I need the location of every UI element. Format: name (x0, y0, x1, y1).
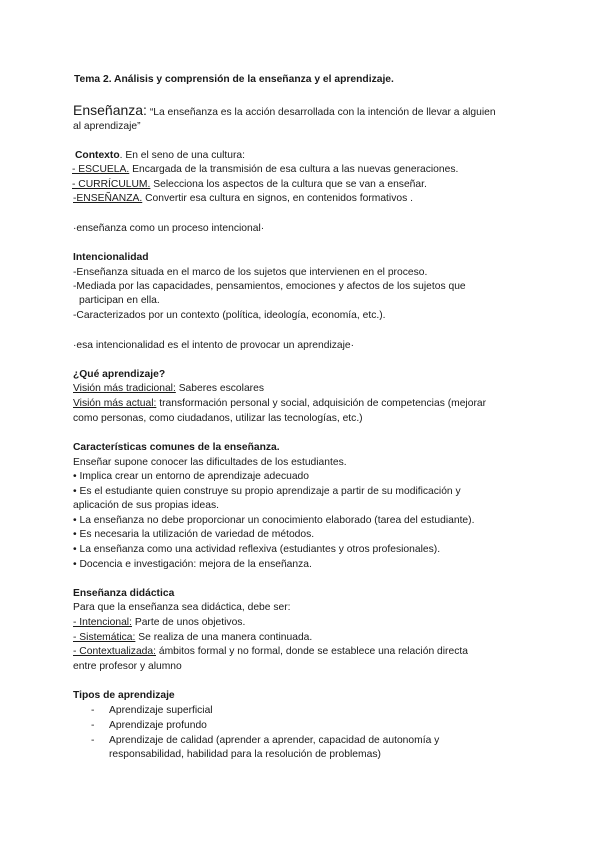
vision-actual-text: transformación personal y social, adquisición de competencias (mejorar (156, 398, 487, 409)
intencionalidad-heading: Intencionalidad (73, 252, 149, 263)
vision-actual-label: Visión más actual: (73, 398, 157, 409)
curriculum-label: - CURRÍCULUM. (72, 179, 151, 190)
tipos-item-line-2: responsabilidad, habilidad para la resolución de problemas) (109, 749, 381, 760)
list-dash: - (91, 705, 95, 716)
caracteristicas-item: • La enseñanza no debe proporcionar un conocimiento elaborado (tarea del estudiante). (73, 515, 475, 526)
tipos-item: Aprendizaje profundo (109, 720, 207, 731)
tipos-item: Aprendizaje de calidad (aprender a aprender, capacidad de autonomía y (109, 735, 440, 746)
vision-actual (73, 397, 486, 410)
tipos-heading: Tipos de aprendizaje (73, 690, 175, 701)
intencionalidad-line-1: -Enseñanza situada en el marco de los sujetos que intervienen en el proceso. (73, 267, 428, 278)
definition-line-2: al aprendizaje” (73, 121, 141, 132)
vision-tradicional-text: Saberes escolares (175, 383, 264, 394)
contexto-ensenanza (73, 192, 413, 205)
sistematica-label: - Sistemática: (73, 632, 136, 643)
caracteristicas-item: • Implica crear un entorno de aprendizaje adecuado (73, 471, 310, 482)
intencionalidad-line-2: -Mediada por las capacidades, pensamientos, emociones y afectos de los sujetos que (73, 281, 466, 292)
list-dash: - (91, 735, 95, 746)
caracteristicas-intro: Enseñar supone conocer las dificultades de los estudiantes. (73, 457, 347, 468)
caracteristicas-heading: Características comunes de la enseñanza. (73, 442, 280, 453)
curriculum-text: Selecciona los aspectos de la cultura que se van a enseñar. (150, 179, 427, 190)
didactica-intro: Para que la enseñanza sea didáctica, debe ser: (73, 602, 291, 613)
didactica-heading: Enseñanza didáctica (73, 588, 175, 599)
contexto-label: Contexto (75, 150, 120, 161)
contexto-escuela (72, 163, 458, 176)
intencional-text: Parte de unos objetivos. (131, 617, 246, 628)
definition-term: Enseñanza: (73, 102, 147, 118)
caracteristicas-item: • La enseñanza como una actividad reflexiva (estudiantes y otros profesionales). (73, 544, 441, 555)
vision-actual-line-2: como personas, como ciudadanos, utilizar las tecnologías, etc.) (73, 413, 363, 424)
contextualizada-text: ámbitos formal y no formal, donde se establece una relación directa (156, 646, 468, 657)
definition-line-1 (73, 102, 496, 119)
contexto-curriculum (72, 178, 427, 191)
caracteristicas-item: • Docencia e investigación: mejora de la enseñanza. (73, 559, 312, 570)
proceso-intencional: ·enseñanza como un proceso intencional· (73, 223, 265, 234)
intencionalidad-line-4: -Caracterizados por un contexto (política, ideología, economía, etc.). (73, 310, 386, 321)
escuela-text: Encargada de la transmisión de esa cultura a las nuevas generaciones. (129, 164, 459, 175)
contexto-label-rest: . En el seno de una cultura: (119, 150, 245, 161)
contexto-heading (75, 149, 245, 162)
que-aprendizaje-heading: ¿Qué aprendizaje? (73, 369, 166, 380)
contextualizada-label: - Contextualizada: (73, 646, 156, 657)
intencionalidad-intento: ·esa intencionalidad es el intento de provocar un aprendizaje· (73, 340, 355, 351)
ensenanza-label: -ENSEÑANZA. (73, 193, 143, 204)
sistematica-text: Se realiza de una manera continuada. (135, 632, 313, 643)
didactica-contextualizada-line-2: entre profesor y alumno (73, 661, 182, 672)
ensenanza-text: Convertir esa cultura en signos, en contenidos formativos . (142, 193, 413, 204)
escuela-label: - ESCUELA. (72, 164, 130, 175)
vision-tradicional (73, 382, 264, 395)
intencionalidad-line-3: participan en ella. (79, 295, 160, 306)
page-title: Tema 2. Análisis y comprensión de la enseñanza y el aprendizaje. (74, 74, 394, 85)
caracteristicas-item: aplicación de sus propias ideas. (73, 500, 219, 511)
definition-quote: “La enseñanza es la acción desarrollada con la intención de llevar a alguien (146, 107, 496, 118)
caracteristicas-item: • Es el estudiante quien construye su propio aprendizaje a partir de su modificación y (73, 486, 461, 497)
intencional-label: - Intencional: (73, 617, 132, 628)
caracteristicas-item: • Es necesaria la utilización de variedad de métodos. (73, 529, 315, 540)
list-dash: - (91, 720, 95, 731)
tipos-item: Aprendizaje superficial (109, 705, 213, 716)
didactica-contextualizada (73, 645, 468, 658)
vision-tradicional-label: Visión más tradicional: (73, 383, 176, 394)
didactica-intencional (73, 616, 245, 629)
didactica-sistematica (73, 631, 312, 644)
